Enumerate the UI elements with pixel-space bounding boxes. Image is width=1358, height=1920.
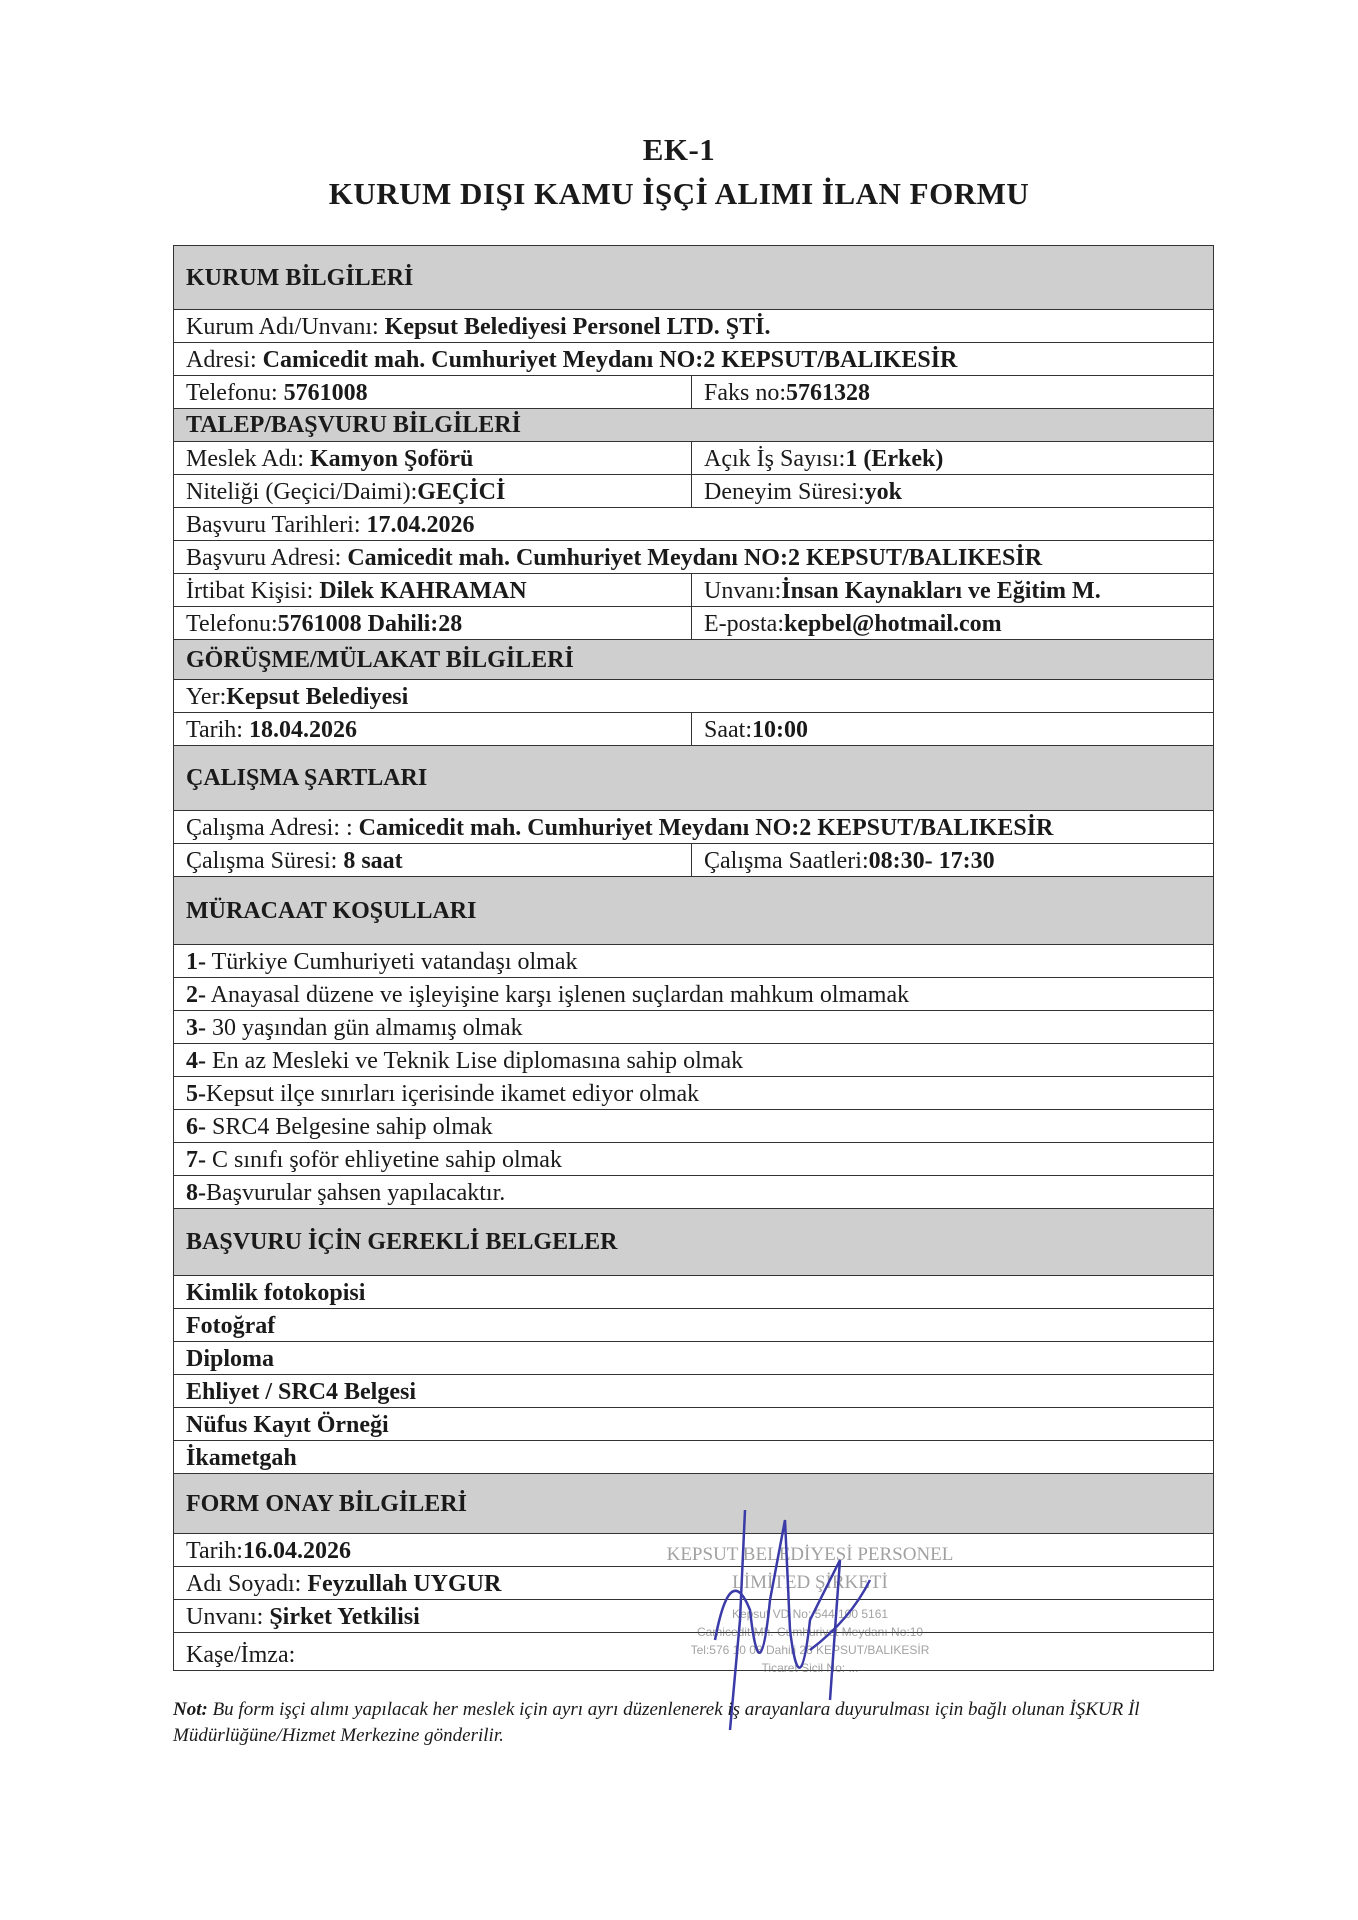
svg-text:Ticaret Sicil No: ...: Ticaret Sicil No: ... (761, 1661, 859, 1675)
work-address: Çalışma Adresi: : Camicedit mah. Cumhuriyet Meydanı NO:2 KEPSUT/BALIKESİR (174, 811, 1214, 844)
form-note: Not: Bu form işçi alımı yapılacak her meslek için ayrı ayrı düzenlenerek iş arayanlara duyurulması için bağlı olunan İŞKUR İl Müdürlüğüne/Hizmet Merkezine gönderilir. (173, 1699, 1140, 1746)
svg-text:Camicedit Mh. Cumhuriyet Meyda: Camicedit Mh. Cumhuriyet Meydanı No:10 (696, 1625, 924, 1639)
approver-name: Adı Soyadı: Feyzullah UYGUR (174, 1567, 1214, 1600)
condition-item: 7- C sınıfı şoför ehliyetine sahip olmak (174, 1143, 1214, 1176)
section-talep: TALEP/BAŞVURU BİLGİLERİ (174, 409, 1214, 442)
approval-date: Tarih:16.04.2026 (174, 1534, 1214, 1567)
announcement-form-table (173, 245, 1214, 1671)
document-item: Kimlik fotokopisi (174, 1276, 1214, 1309)
section-belgeler: BAŞVURU İÇİN GEREKLİ BELGELER (174, 1209, 1214, 1276)
application-address: Başvuru Adresi: Camicedit mah. Cumhuriyet Meydanı NO:2 KEPSUT/BALIKESİR (174, 541, 1214, 574)
section-gorusme: GÖRÜŞME/MÜLAKAT BİLGİLERİ (174, 640, 1214, 680)
contact-email: E-posta:kepbel@hotmail.com (692, 607, 1214, 640)
occupation: Meslek Adı: Kamyon Şoförü (174, 442, 692, 475)
kurum-address-row: Adresi: Camicedit mah. Cumhuriyet Meydanı NO:2 KEPSUT/BALIKESİR (174, 343, 1214, 376)
svg-text:Tel:576 10 08 Dahili 28 KEPSU: Tel:576 10 08 Dahili 28 KEPSUT/BALIKESİR (690, 1643, 930, 1657)
contact-phone: Telefonu:5761008 Dahili:28 (174, 607, 692, 640)
document-item: İkametgah (174, 1441, 1214, 1474)
section-kurum: KURUM BİLGİLERİ (174, 246, 1214, 310)
kurum-phone: Telefonu: 5761008 (174, 376, 692, 409)
condition-item: 3- 30 yaşından gün almamış olmak (174, 1011, 1214, 1044)
section-muracaat: MÜRACAAT KOŞULLARI (174, 877, 1214, 945)
condition-item: 8-Başvurular şahsen yapılacaktır. (174, 1176, 1214, 1209)
interview-place: Yer:Kepsut Belediyesi (174, 680, 1214, 713)
work-hours: Çalışma Saatleri:08:30- 17:30 (692, 844, 1214, 877)
svg-text:KEPSUT BELEDİYESİ PERSONEL: KEPSUT BELEDİYESİ PERSONEL (666, 1544, 954, 1565)
condition-item: 5-Kepsut ilçe sınırları içerisinde ikamet ediyor olmak (174, 1077, 1214, 1110)
condition-item: 6- SRC4 Belgesine sahip olmak (174, 1110, 1214, 1143)
condition-item: 2- Anayasal düzene ve işleyişine karşı işlenen suçlardan mahkum olmamak (174, 978, 1214, 1011)
kurum-fax: Faks no:5761328 (692, 376, 1214, 409)
svg-text:Kepsut VD No: 544 100 5161: Kepsut VD No: 544 100 5161 (731, 1607, 889, 1621)
condition-item: 1- Türkiye Cumhuriyeti vatandaşı olmak (174, 945, 1214, 978)
stamp-signature-row: Kaşe/İmza: (174, 1633, 1214, 1671)
interview-date: Tarih: 18.04.2026 (174, 713, 692, 746)
contact-person: İrtibat Kişisi: Dilek KAHRAMAN (174, 574, 692, 607)
experience: Deneyim Süresi:yok (692, 475, 1214, 508)
form-title: KURUM DIŞI KAMU İŞÇİ ALIMI İLAN FORMU (328, 176, 1030, 211)
section-onay: FORM ONAY BİLGİLERİ (174, 1474, 1214, 1534)
section-calisma: ÇALIŞMA ŞARTLARI (174, 746, 1214, 811)
document-item: Nüfus Kayıt Örneği (174, 1408, 1214, 1441)
job-type: Niteliği (Geçici/Daimi):GEÇİCİ (174, 475, 692, 508)
interview-time: Saat:10:00 (692, 713, 1214, 746)
application-dates: Başvuru Tarihleri: 17.04.2026 (174, 508, 1214, 541)
approver-title: Unvanı: Şirket Yetkilisi (174, 1600, 1214, 1633)
work-duration: Çalışma Süresi: 8 saat (174, 844, 692, 877)
form-annex-label: EK-1 (642, 132, 716, 167)
document-item: Fotoğraf (174, 1309, 1214, 1342)
document-item: Ehliyet / SRC4 Belgesi (174, 1375, 1214, 1408)
svg-text:LİMİTED ŞİRKETİ: LİMİTED ŞİRKETİ (732, 1572, 888, 1593)
kurum-name-row: Kurum Adı/Unvanı: Kepsut Belediyesi Personel LTD. ŞTİ. (174, 310, 1214, 343)
document-item: Diploma (174, 1342, 1214, 1375)
contact-title: Unvanı:İnsan Kaynakları ve Eğitim M. (692, 574, 1214, 607)
condition-item: 4- En az Mesleki ve Teknik Lise diplomasına sahip olmak (174, 1044, 1214, 1077)
open-positions: Açık İş Sayısı:1 (Erkek) (692, 442, 1214, 475)
